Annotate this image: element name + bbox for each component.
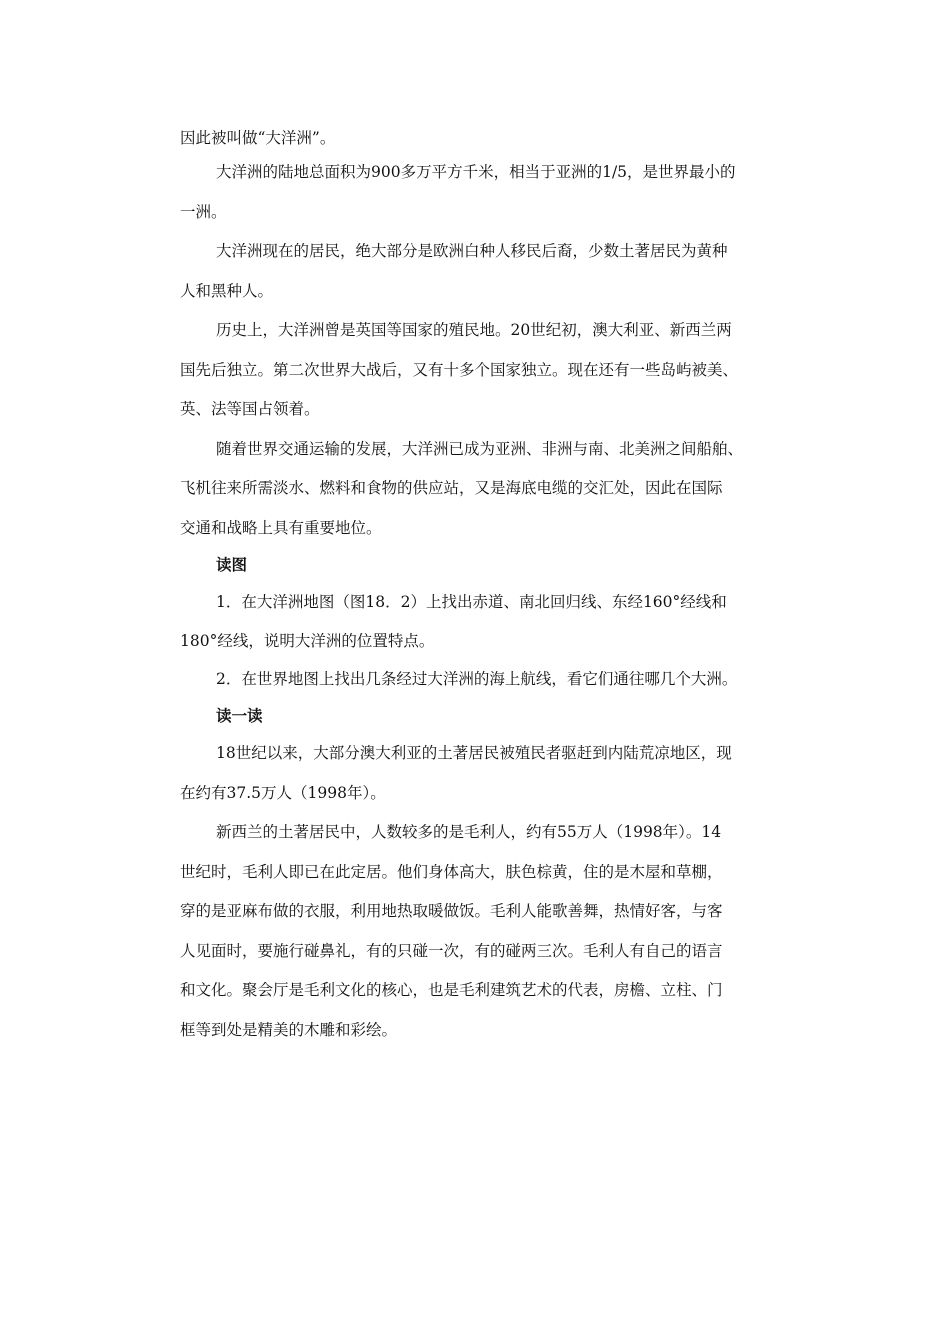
paragraph-line: 新西兰的土著居民中，人数较多的是毛利人，约有55万人（1998年）。14 <box>216 823 722 841</box>
paragraph-line: 交通和战略上具有重要地位。 <box>180 519 382 537</box>
paragraph-line: 大洋洲的陆地总面积为900多万平方千米，相当于亚洲的1/5，是世界最小的 <box>216 163 736 181</box>
list-item-line: 180°经线，说明大洋洲的位置特点。 <box>180 632 435 650</box>
paragraph-line: 随着世界交通运输的发展，大洋洲已成为亚洲、非洲与南、北美洲之间船舶、 <box>216 440 744 458</box>
list-item-line: 2．在世界地图上找出几条经过大洋洲的海上航线，看它们通往哪几个大洲。 <box>216 670 738 688</box>
paragraph-line: 在约有37.5万人（1998年）。 <box>180 784 386 802</box>
section-heading-read-more: 读一读 <box>216 707 263 725</box>
paragraph-line: 18世纪以来，大部分澳大利亚的土著居民被殖民者驱赶到内陆荒凉地区，现 <box>216 744 732 762</box>
paragraph-line: 人见面时，要施行碰鼻礼，有的只碰一次，有的碰两三次。毛利人有自己的语言 <box>180 942 723 960</box>
paragraph-line: 大洋洲现在的居民，绝大部分是欧洲白种人移民后裔，少数土著居民为黄种 <box>216 242 728 260</box>
paragraph-line: 世纪时，毛利人即已在此定居。他们身体高大，肤色棕黄，住的是木屋和草棚， <box>180 863 723 881</box>
paragraph-line: 飞机往来所需淡水、燃料和食物的供应站，又是海底电缆的交汇处，因此在国际 <box>180 479 723 497</box>
paragraph-line: 框等到处是精美的木雕和彩绘。 <box>180 1021 398 1039</box>
paragraph-line: 英、法等国占领着。 <box>180 400 320 418</box>
paragraph-line: 人和黑种人。 <box>180 282 274 300</box>
paragraph-line: 一洲。 <box>180 203 227 221</box>
paragraph-line: 历史上，大洋洲曾是英国等国家的殖民地。20世纪初，澳大利亚、新西兰两 <box>216 321 732 339</box>
section-heading-read-map: 读图 <box>216 556 248 574</box>
paragraph-line: 穿的是亚麻布做的衣服，利用地热取暖做饭。毛利人能歌善舞，热情好客，与客 <box>180 902 723 920</box>
paragraph-line: 因此被叫做“大洋洲”。 <box>180 129 336 147</box>
list-item-line: 1．在大洋洲地图（图18．2）上找出赤道、南北回归线、东经160°经线和 <box>216 593 727 611</box>
paragraph-line: 和文化。聚会厅是毛利文化的核心，也是毛利建筑艺术的代表，房檐、立柱、门 <box>180 981 723 999</box>
paragraph-line: 国先后独立。第二次世界大战后，又有十多个国家独立。现在还有一些岛屿被美、 <box>180 361 739 379</box>
